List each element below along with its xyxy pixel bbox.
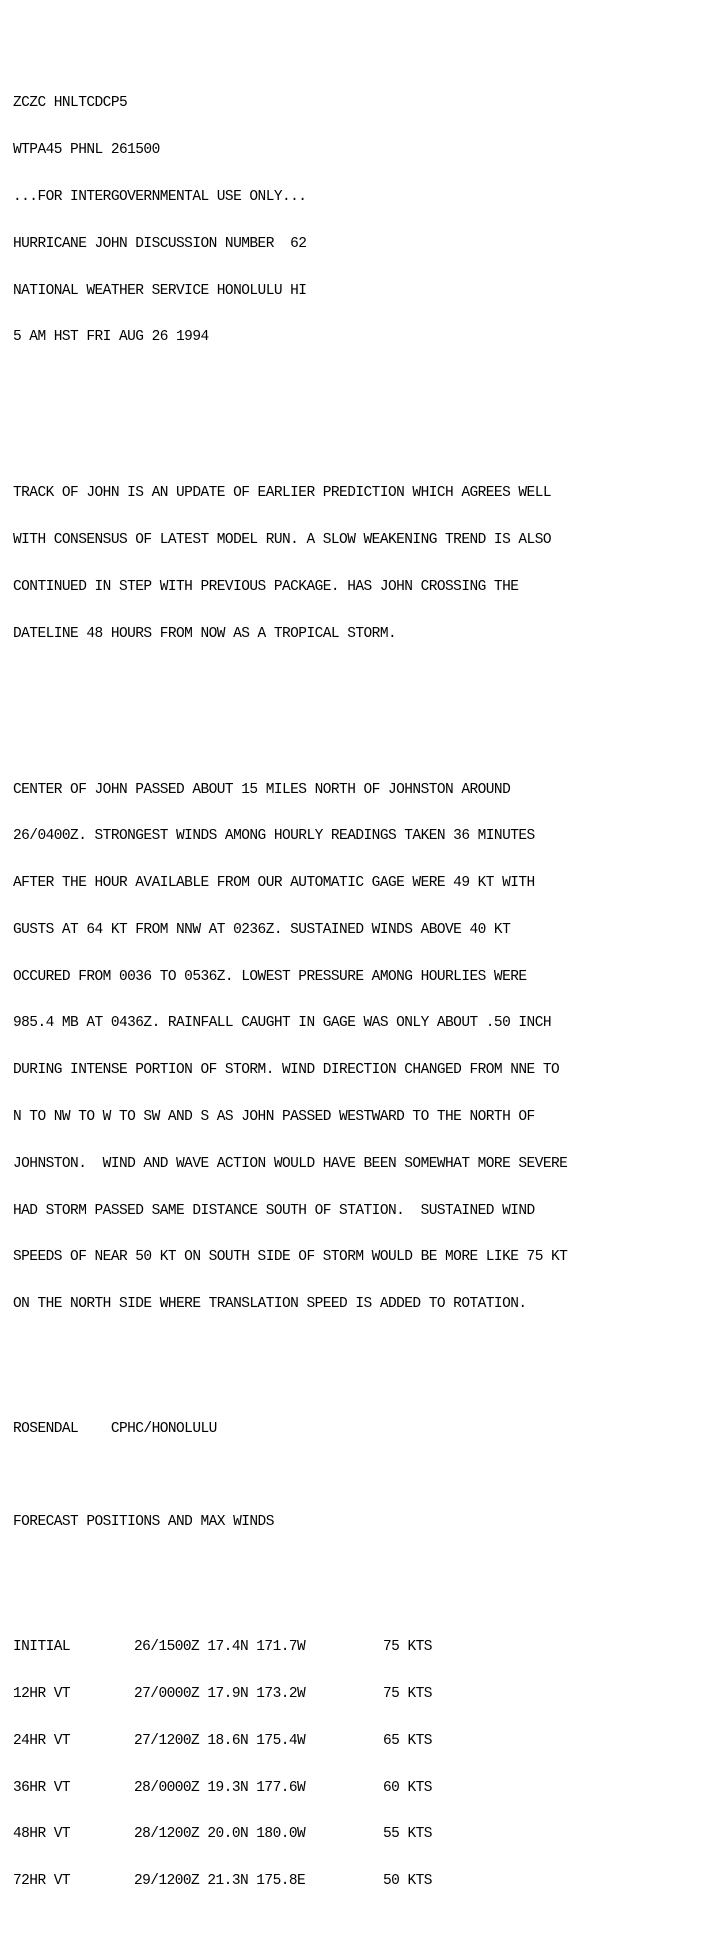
paragraph-track — [13, 455, 718, 673]
blank-line — [13, 408, 718, 424]
text-line: N TO NW TO W TO SW AND S AS JOHN PASSED WESTWARD TO THE NORTH OF — [13, 1108, 535, 1125]
forecast-wind: 50 KTS — [383, 1873, 432, 1890]
forecast-label: 48HR VT — [13, 1826, 71, 1843]
forecaster-signature: ROSENDAL CPHC/HONOLULU — [13, 1420, 217, 1437]
header-line: ...FOR INTERGOVERNMENTAL USE ONLY... — [13, 188, 307, 205]
text-line: 26/0400Z. STRONGEST WINDS AMONG HOURLY READINGS TAKEN 36 MINUTES — [13, 828, 535, 845]
forecast-label: 72HR VT — [13, 1873, 71, 1890]
forecast-label: 36HR VT — [13, 1779, 71, 1796]
blank-line — [13, 1562, 718, 1578]
text-line: ON THE NORTH SIDE WHERE TRANSLATION SPEED IS ADDED TO ROTATION. — [13, 1296, 527, 1313]
header-line: WTPA45 PHNL 261500 — [13, 142, 160, 159]
text-line: CONTINUED IN STEP WITH PREVIOUS PACKAGE. HAS JOHN CROSSING THE — [13, 578, 519, 595]
forecast-row — [13, 1874, 718, 1890]
forecast-position: 28/0000Z 19.3N 177.6W — [134, 1779, 306, 1796]
forecast-wind: 75 KTS — [383, 1685, 432, 1702]
text-line: GUSTS AT 64 KT FROM NNW AT 0236Z. SUSTAINED WINDS ABOVE 40 KT — [13, 921, 511, 938]
forecast-row — [13, 1687, 718, 1703]
text-line: 985.4 MB AT 0436Z. RAINFALL CAUGHT IN GAGE WAS ONLY ABOUT .50 INCH — [13, 1015, 551, 1032]
text-line: DURING INTENSE PORTION OF STORM. WIND DIRECTION CHANGED FROM NNE TO — [13, 1062, 560, 1079]
forecast-label: 12HR VT — [13, 1685, 71, 1702]
forecast-wind: 60 KTS — [383, 1779, 432, 1796]
forecast-wind: 65 KTS — [383, 1732, 432, 1749]
forecast-wind: 55 KTS — [383, 1826, 432, 1843]
forecast-label: INITIAL — [13, 1639, 71, 1656]
forecast-position: 27/0000Z 17.9N 173.2W — [134, 1685, 306, 1702]
forecast-row — [13, 1827, 718, 1843]
header-line: NATIONAL WEATHER SERVICE HONOLULU HI — [13, 282, 307, 299]
text-line: DATELINE 48 HOURS FROM NOW AS A TROPICAL STORM. — [13, 625, 397, 642]
header-line: ZCZC HNLTCDCP5 — [13, 95, 128, 112]
forecast-wind: 75 KTS — [383, 1639, 432, 1656]
text-line: OCCURED FROM 0036 TO 0536Z. LOWEST PRESSURE AMONG HOURLIES WERE — [13, 968, 527, 985]
discussion-document — [13, 34, 718, 1936]
header-line: 5 AM HST FRI AUG 26 1994 — [13, 329, 209, 346]
text-line: TRACK OF JOHN IS AN UPDATE OF EARLIER PREDICTION WHICH AGREES WELL — [13, 485, 551, 502]
blank-line — [13, 1375, 718, 1391]
text-line: WITH CONSENSUS OF LATEST MODEL RUN. A SLOW WEAKENING TREND IS ALSO — [13, 532, 551, 548]
blank-line — [13, 705, 718, 721]
text-line: AFTER THE HOUR AVAILABLE FROM OUR AUTOMATIC GAGE WERE 49 KT WITH — [13, 875, 535, 892]
forecast-table — [13, 1609, 718, 1921]
forecast-position: 28/1200Z 20.0N 180.0W — [134, 1826, 306, 1843]
text-line: JOHNSTON. WIND AND WAVE ACTION WOULD HAVE BEEN SOMEWHAT MORE SEVERE — [13, 1155, 568, 1172]
forecast-position: 26/1500Z 17.4N 171.7W — [134, 1639, 306, 1656]
text-line: HAD STORM PASSED SAME DISTANCE SOUTH OF STATION. SUSTAINED WIND — [13, 1202, 535, 1219]
forecast-label: 24HR VT — [13, 1732, 71, 1749]
forecast-row — [13, 1640, 718, 1656]
header-block — [13, 65, 718, 377]
forecast-row — [13, 1734, 718, 1750]
forecast-heading: FORECAST POSITIONS AND MAX WINDS — [13, 1514, 274, 1531]
forecast-row — [13, 1781, 718, 1797]
text-line: CENTER OF JOHN PASSED ABOUT 15 MILES NORTH OF JOHNSTON AROUND — [13, 781, 511, 798]
forecast-position: 29/1200Z 21.3N 175.8E — [134, 1873, 306, 1890]
forecast-position: 27/1200Z 18.6N 175.4W — [134, 1732, 306, 1749]
header-line: HURRICANE JOHN DISCUSSION NUMBER 62 — [13, 235, 307, 252]
paragraph-observations — [13, 751, 718, 1344]
text-line: SPEEDS OF NEAR 50 KT ON SOUTH SIDE OF STORM WOULD BE MORE LIKE 75 KT — [13, 1249, 568, 1266]
blank-line — [13, 1469, 718, 1485]
